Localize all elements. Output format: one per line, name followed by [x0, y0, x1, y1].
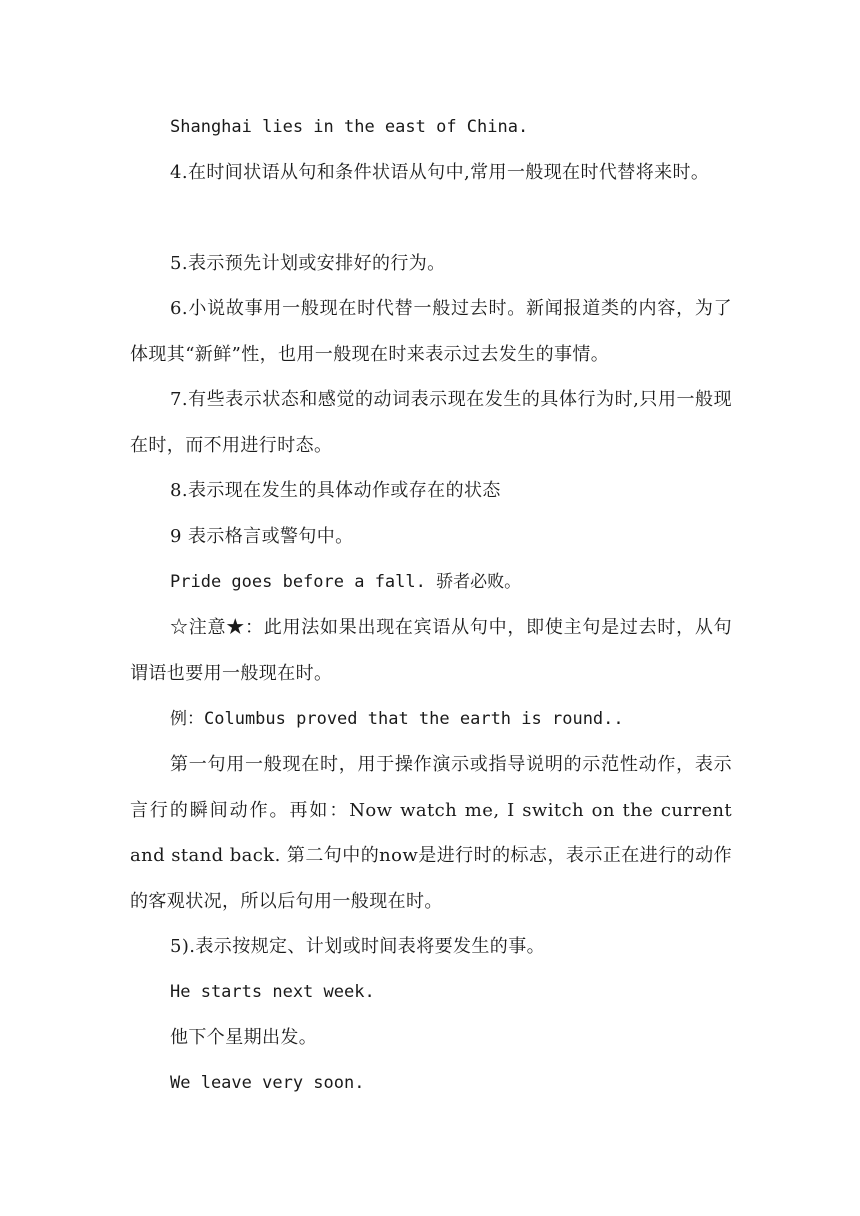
paragraph-rule-6: 6.小说故事用一般现在时代替一般过去时。新闻报道类的内容，为了体现其“新鲜”性，也用一般现在时来表示过去发生的事情。: [130, 298, 732, 365]
paragraph-rule-4: 4.在时间状语从句和条件状语从句中,常用一般现在时代替将来时。: [170, 162, 710, 183]
paragraph-rule-7: 7.有些表示状态和感觉的动词表示现在发生的具体行为时,只用一般现在时，而不用进行时态。: [130, 389, 732, 456]
paragraph-rule-9: 9 表示格言或警句中。: [170, 526, 354, 547]
paragraph-example-pride: Pride goes before a fall. 骄者必败。: [170, 572, 522, 592]
paragraph-example-we-leave: We leave very soon.: [170, 1073, 365, 1093]
paragraph-rule-5b: 5).表示按规定、计划或时间表将要发生的事。: [170, 936, 545, 957]
paragraph-rule-8: 8.表示现在发生的具体动作或存在的状态: [170, 480, 501, 501]
paragraph-note: ☆注意★：此用法如果出现在宾语从句中，即使主句是过去时，从句谓语也要用一般现在时。: [130, 617, 732, 684]
paragraph-example-shanghai: Shanghai lies in the east of China.: [170, 117, 529, 137]
paragraph-translation-he-starts: 他下个星期出发。: [170, 1027, 318, 1048]
paragraph-rule-5: 5.表示预先计划或安排好的行为。: [170, 253, 446, 274]
paragraph-example-columbus: 例：Columbus proved that the earth is round..: [170, 709, 624, 729]
paragraph-example-he-starts: He starts next week.: [170, 982, 375, 1002]
paragraph-explanation: 第一句用一般现在时，用于操作演示或指导说明的示范性动作，表示言行的瞬间动作。再如：Now watch me, I switch on the current and stand back. 第二句中的now是进行时的标志，表示正在进行的动作的客观状况，所以后句用一般现在时。: [130, 754, 732, 912]
